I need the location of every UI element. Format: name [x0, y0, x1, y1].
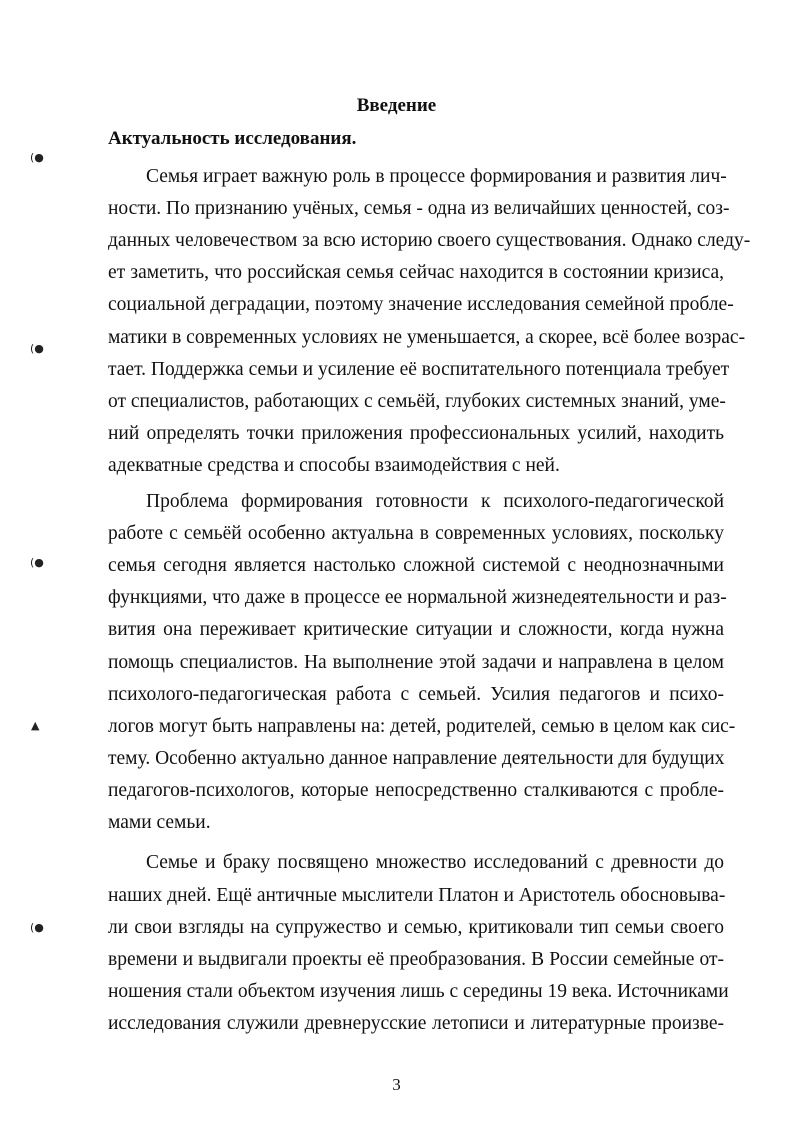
text-line: помощь специалистов. На выполнение этой задачи и направлена в целом — [108, 652, 724, 673]
text-line: матики в современных условиях не уменьшается, а скорее, всё более возрас- — [108, 327, 746, 348]
text-line: Семья играет важную роль в процессе формирования и развития лич- — [146, 166, 727, 187]
text-line: ношения стали объектом изучения лишь с середины 19 века. Источниками — [108, 981, 729, 1002]
text-line: Семье и браку посвящено множество исследований с древности до — [146, 852, 724, 873]
text-line: адекватные средства и способы взаимодействия с ней. — [108, 455, 560, 476]
text-line: данных человечеством за всю историю своего существования. Однако следу- — [108, 230, 751, 251]
text-line: от специалистов, работающих с семьёй, глубоких системных знаний, уме- — [108, 391, 726, 412]
text-line: мами семьи. — [108, 812, 211, 833]
text-line: тает. Поддержка семьи и усиление её воспитательного потенциала требует — [108, 359, 730, 380]
page-number: 3 — [392, 1075, 401, 1094]
scan-mark-icon: (● — [30, 921, 44, 934]
scan-mark-icon: (● — [30, 342, 44, 355]
text-line: тему. Особенно актуально данное направление деятельности для будущих — [108, 748, 725, 769]
section-heading: Актуальность исследования. — [108, 128, 357, 149]
scan-mark-icon: ▲ — [31, 719, 40, 732]
text-line: времени и выдвигали проекты её преобразования. В России семейные от- — [108, 949, 724, 970]
text-line: логов могут быть направлены на: детей, родителей, семью в целом как сис- — [108, 716, 736, 737]
text-line: ли свои взгляды на супружество и семью, критиковали тип семьи своего — [108, 917, 724, 938]
text-line: вития она переживает критические ситуации и сложности, когда нужна — [108, 619, 724, 640]
text-line: Проблема формирования готовности к психолого-педагогической — [146, 491, 724, 512]
text-line: ний определять точки приложения профессиональных усилий, находить — [108, 423, 724, 444]
text-line: социальной деградации, поэтому значение исследования семейной пробле- — [108, 294, 734, 315]
text-line: исследования служили древнерусские летописи и литературные произве- — [108, 1013, 724, 1034]
scan-mark-icon: (● — [30, 151, 44, 164]
text-line: психолого-педагогическая работа с семьей. Усилия педагогов и психо- — [108, 684, 724, 705]
text-line: функциями, что даже в процессе ее нормальной жизнедеятельности и раз- — [108, 587, 727, 608]
scan-mark-icon: (● — [30, 556, 44, 569]
text-line: работе с семьёй особенно актуальна в современных условиях, поскольку — [108, 523, 724, 544]
text-line: ет заметить, что российская семья сейчас находится в состоянии кризиса, — [108, 262, 724, 283]
text-line: педагогов-психологов, которые непосредственно сталкиваются с пробле- — [108, 780, 724, 801]
page-title: Введение — [356, 95, 437, 116]
text-line: ности. По признанию учёных, семья - одна из величайших ценностей, соз- — [108, 198, 730, 219]
text-line: семья сегодня является настолько сложной системой с неоднозначными — [108, 555, 724, 576]
text-line: наших дней. Ещё античные мыслители Платон и Аристотель обосновыва- — [108, 885, 726, 906]
